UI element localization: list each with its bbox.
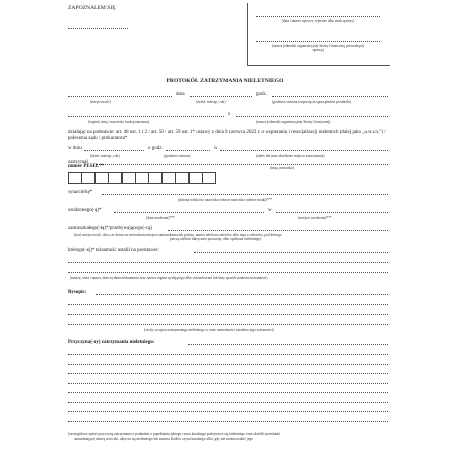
parents-caption: (imiona rodziców, nazwisko rodowe nazwisko rodowe matki)*** <box>178 198 273 202</box>
pesel-digit-cell[interactable] <box>135 172 149 184</box>
pesel-label: numer PESEL** <box>68 164 105 169</box>
detention-place-caption: (adres lub inne określenie miejsca zatrzymania) <box>256 154 325 158</box>
residence-field[interactable] <box>168 230 388 231</box>
detention-hour-field[interactable] <box>166 150 210 151</box>
name-caption: (imię, nazwisko) <box>270 166 295 170</box>
residence-caption-1: (kod, miejscowość, ulica, nr domu, nr mieszkania miejsca zamieszkania lub pobytu, numer telefonu rodziców albo tego z rodziców, pod którego <box>74 233 282 237</box>
pesel-digit-cell[interactable] <box>189 172 203 184</box>
o-godz-label: o godz. <box>148 146 163 151</box>
dnia-label: dnia <box>176 92 185 97</box>
birth-place-field[interactable] <box>276 212 388 213</box>
ack-label: ZAPOZNAŁEM SIĘ <box>68 5 116 11</box>
reasons-line-1[interactable] <box>188 344 388 345</box>
reasons-line[interactable] <box>68 364 388 365</box>
birth-date-field[interactable] <box>114 212 264 213</box>
reasons-label: Przyczyna(-ny) zatrzymania nieletniego: <box>68 340 155 345</box>
register-entry-line <box>256 16 380 17</box>
pesel-digit-cell[interactable] <box>68 172 82 184</box>
register-entry-caption: (data i numer wpisu w rejestrze albo znak sprawy) <box>281 19 355 23</box>
birth-date-caption: (data urodzenia)*** <box>146 216 175 220</box>
residence-caption-2: pieczą nieletni faktycznie pozostaje, albo opiekuna nieletniego) <box>170 237 262 241</box>
born-label: urodzonego(-ą)* <box>68 208 102 213</box>
reasons-line[interactable] <box>68 373 388 374</box>
description-label: Rysopis: <box>68 290 87 295</box>
reasons-line[interactable] <box>68 383 388 384</box>
protocol-page <box>60 0 390 452</box>
detention-place-field[interactable] <box>220 150 388 151</box>
officer-field[interactable] <box>68 116 224 117</box>
detention-date-caption: (dzień, miesiąc, rok) <box>90 154 120 158</box>
date-caption: (dzień, miesiąc, rok) <box>196 100 226 104</box>
identity-label: którego(-ej)* tożsamość ustalił na podstawie: <box>68 248 159 253</box>
pesel-digit-cell[interactable] <box>108 172 122 184</box>
case-stamp-box <box>247 3 390 66</box>
description-line-1[interactable] <box>96 294 388 295</box>
reasons-line[interactable] <box>68 402 388 403</box>
identity-field-1[interactable] <box>194 252 388 253</box>
unit-name-line <box>256 41 380 42</box>
reasons-line[interactable] <box>68 354 388 355</box>
identity-caption: (nazwa, seria i numer, data wydania dokumentu oraz nazwa organu wydającego albo oświadczenie lub inny sposób ustalenia tożsamości) <box>70 276 268 280</box>
reasons-line[interactable] <box>68 421 388 422</box>
unit-field[interactable] <box>236 116 388 117</box>
place-field[interactable] <box>68 96 172 97</box>
legal-basis: działając na podstawie: art. 48 ust. 1 i 2 / art. 50 / art. 59 ust. 1* ustawy z dnia 9 czerwca 2022 r. o wspieraniu i resocjalizacji nieletnich (dalej jako „u.w.r.n.”) / polecenia sądu / prokuratora* <box>68 130 386 141</box>
pesel-digit-cell[interactable] <box>175 172 189 184</box>
reasons-line[interactable] <box>68 392 388 393</box>
pesel-digit-cell[interactable] <box>81 172 95 184</box>
child-of-label: syna/córkę* <box>68 190 93 195</box>
pesel-digit-cell[interactable] <box>95 172 109 184</box>
pesel-cells[interactable] <box>68 172 215 184</box>
reasons-footnote-2: uzasadniającej obawę ucieczki, ukrycia się nieletniego lub zatarcia śladów czynu karalnego albo, gdy nie można ustalić jego <box>74 437 254 441</box>
unit-name-caption: (nazwa jednostki organizacyjnej Straży Granicznej prowadzącej sprawę) <box>271 44 365 53</box>
hour-caption: (godzina i minuta rozpoczęcia sporządzenia protokołu) <box>272 100 352 104</box>
z-label: z <box>228 112 231 117</box>
reasons-footnote-1: (szczegółowe opisać przyczynę zatrzymania z podaniem o popełnianiu jakiego czynu karalnego podejrzewa się nieletniego oraz określić przesłanki <box>68 432 281 436</box>
birth-place-caption: (miejsce urodzenia)*** <box>298 216 332 220</box>
pesel-digit-cell[interactable] <box>162 172 176 184</box>
identity-field-3[interactable] <box>68 272 388 273</box>
description-line-3[interactable] <box>68 314 388 315</box>
ack-signature-line <box>68 28 128 29</box>
w-dniu-label: w dniu <box>68 146 82 151</box>
pesel-digit-cell[interactable] <box>202 172 216 184</box>
unit-caption: (nazwa jednostki organizacyjnej Straży Granicznej) <box>256 120 331 124</box>
pesel-digit-cell[interactable] <box>122 172 136 184</box>
detained-label: zatrzymał <box>68 160 88 165</box>
officer-caption: (stopień, imię i nazwisko funkcjonariusza) <box>88 120 150 124</box>
page-title: PROTOKÓŁ ZATRZYMANIA NIELETNIEGO <box>166 78 284 84</box>
parents-field[interactable] <box>102 194 388 195</box>
pesel-digit-cell[interactable] <box>148 172 162 184</box>
detention-hour-caption: (godzina i minuta) <box>164 154 191 158</box>
description-caption: (cechy rysopisu zatrzymanego nieletniego w razie niemożności ustalenia jego tożsamości) <box>144 328 274 332</box>
born-in-label: w <box>268 208 272 213</box>
w-label: w <box>214 146 218 151</box>
date-field[interactable] <box>190 96 252 97</box>
reasons-line[interactable] <box>68 411 388 412</box>
description-line-2[interactable] <box>68 304 388 305</box>
godz-label: godz. <box>256 92 267 97</box>
identity-field-2[interactable] <box>68 262 388 263</box>
detention-date-field[interactable] <box>84 150 144 151</box>
residence-label: zamieszkałego(-łą)*/przebywającego(-cą) <box>68 226 152 231</box>
hour-field[interactable] <box>272 96 388 97</box>
description-line-4[interactable] <box>68 324 388 325</box>
place-caption: (miejscowość) <box>90 100 111 104</box>
detained-name-field[interactable] <box>96 164 388 165</box>
